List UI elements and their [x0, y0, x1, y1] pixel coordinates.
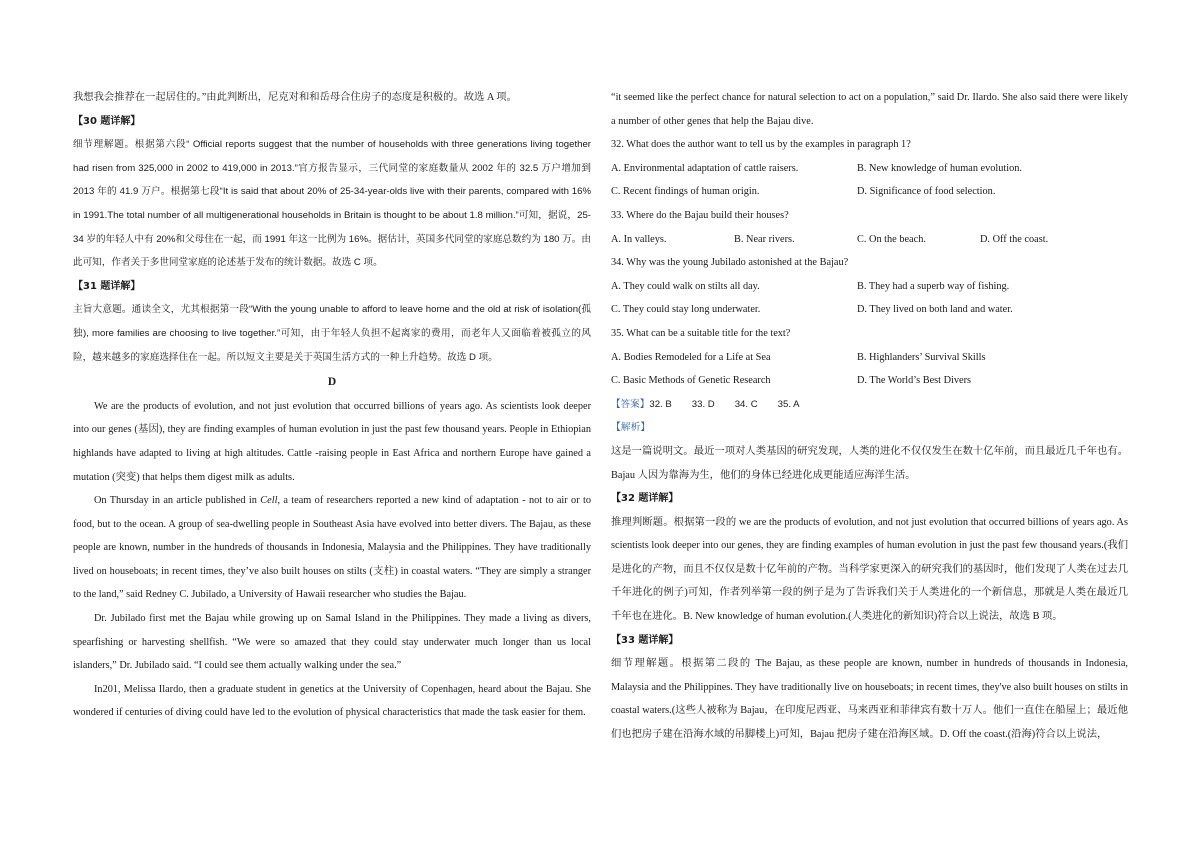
question-34-options	[611, 275, 1128, 299]
question-32-options	[611, 157, 1128, 181]
answer-label: 【答案】	[611, 398, 650, 410]
passage-paragraph-3: Dr. Jubilado first met the Bajau while growing up on Samal Island in the Philippines. They made a living as divers, spearfishing or harvesting shellfish. “We were so amazed that they could stay underwater much longer than us local islanders,” Dr. Jubilado said. “I could see them actually walking under the sea.”	[73, 613, 591, 672]
option: D. Off the coast.	[980, 233, 1049, 245]
question-32-options	[611, 180, 1128, 204]
question-34: 34. Why was the young Jubilado astonished at the Bajau?	[611, 257, 849, 269]
paragraph-q29-end: 我想我会推荐在一起居住的。”由此判断出，尼克对和和岳母合住房子的态度是积极的。故选 A 项。	[73, 92, 517, 103]
option: C. Recent findings of human origin.	[611, 186, 760, 198]
left-column	[73, 86, 591, 725]
paragraph-q32-explanation: 推理判断题。根据第一段的 we are the products of evolution, and not just evolution that occurred billions of years ago. As scientists look deeper into our genes, they are finding examples of human evolution in just the past few thousand years.(我们是进化的产物，而且不仅仅是数十亿年前的产物。当科学家更深入的研究我们的基因时，他们发现了人类在过去几千年进化的例子)可知，作者列举第一段的例子是为了告诉我们关于人类进化的一个新信息，那就是人类在最近几千年也在进化。B. New knowledge of human evolution.(人类进化的新知识)符合以上说法，故选 B 项。	[611, 516, 1128, 623]
option: B. Highlanders’ Survival Skills	[857, 351, 986, 363]
option: C. They could stay long underwater.	[611, 304, 761, 316]
question-33-options	[611, 228, 1128, 252]
option: A. In valleys.	[611, 233, 667, 245]
passage-text: , a team of researchers reported a new kind of adaptation - not to air or to food, but to the ocean. A group of sea-dwelling people in Southeast Asia have evolved into better divers. The Bajau, as these people are known, number in the hundreds of thousands in Indonesia, Malaysia and the Philippines. They have traditionally lived on houseboats; in recent times, they’ve also built houses on stilts (支柱) in coastal waters. “They are simply a stranger to the land,” said Redney C. Jubilado, a University of Hawaii researcher who studies the Bajau.	[73, 495, 591, 601]
question-34-options	[611, 298, 1128, 322]
answer: 34. C	[734, 398, 758, 410]
answer: 32. B	[649, 398, 672, 410]
passage-paragraph-1: We are the products of evolution, and not just evolution that occurred billions of years ago. As scientists look deeper into our genes (基因), they are finding examples of human evolution in just the past few thousand years. People in Ethiopian highlands have adapted to living at high altitudes. Cattle -raising people in East Africa and northern Europe have gained a mutation (突变) that helps them digest milk as adults.	[73, 400, 591, 483]
option: A. Bodies Remodeled for a Life at Sea	[611, 351, 771, 363]
question-35-options	[611, 346, 1128, 370]
paragraph-q30-explanation: 细节理解题。根据第六段“ Official reports suggest that the number of households with three generations living together had risen from 325,000 in 2002 to 419,000 in 2013.”官方报告显示，三代同堂的家庭数量从 2002 年的 32.5 万户增加到 2013 年的 41.9 万户。根据第七段“It is said that about 20% of 25-34-year-olds live with their parents, compared with 16% in 1991.The total number of all multigenerational households in Britain is thought to be about 1.8 million.”可知，据说，25-34 岁的年轻人中有 20%和父母住在一起，而 1991 年这一比例为 16%。据估计，英国多代同堂的家庭总数约为 180 万。由此可知，作者关于多世同堂家庭的论述基于发布的统计数据。故选 C 项。	[73, 139, 591, 269]
option: A. Environmental adaptation of cattle raisers.	[611, 162, 799, 174]
option: D. The World’s Best Divers	[857, 375, 972, 387]
passage-paragraph-2	[73, 489, 591, 607]
question-32: 32. What does the author want to tell us by the examples in paragraph 1?	[611, 139, 911, 151]
analysis-text: 这是一篇说明文。最近一项对人类基因的研究发现，人类的进化不仅仅发生在数十亿年前，而且最近几千年也有。Bajau 人因为靠海为生，他们的身体已经进化成更能适应海洋生活。	[611, 445, 1128, 481]
option: D. Significance of food selection.	[857, 186, 996, 198]
heading-q33: 【33 题详解】	[611, 634, 679, 646]
heading-q30: 【30 题详解】	[73, 115, 141, 127]
answer: 33. D	[691, 398, 715, 410]
heading-q32: 【32 题详解】	[611, 493, 679, 505]
option: B. New knowledge of human evolution.	[857, 162, 1023, 174]
right-column	[611, 86, 1128, 747]
paragraph-q33-explanation: 细节理解题。根据第二段的 The Bajau, as these people are known, number in hundreds of thousands in Indonesia, Malaysia and the Philippines. They have traditionally live on houseboats; in recent times, they've also built houses on stilts in coastal waters.(这些人被称为 Bajau，在印度尼西亚、马来西亚和菲律宾有数十万人。他们一直住在船屋上；最近他们也把房子建在沿海水域的吊脚楼上)可知，Bajau 把房子建在沿海区域。D. Off the coast.(沿海)符合以上说法，	[611, 658, 1128, 741]
heading-q31: 【31 题详解】	[73, 280, 141, 292]
passage-paragraph-4: In201, Melissa Ilardo, then a graduate student in genetics at the University of Copenhagen, heard about the Bajau. She wondered if centuries of diving could have led to the evolution of physical characteristics that made the task easier for them.	[73, 683, 591, 719]
question-33: 33. Where do the Bajau build their houses?	[611, 209, 789, 221]
option: D. They lived on both land and water.	[857, 304, 1013, 316]
paragraph-q31-explanation: 主旨大意题。通读全文，尤其根据第一段“With the young unable to afford to leave home and the old at risk of isolation(孤独), more families are choosing to live together.”可知，由于年轻人负担不起离家的费用，而老年人又面临着被孤立的风险，越来越多的家庭选择住在一起。所以短文主要是关于英国生活方式的一种上升趋势。故选 D 项。	[73, 304, 591, 363]
journal-name: Cell	[260, 495, 278, 507]
answer: 35. A	[777, 398, 800, 410]
analysis-label: 【解析】	[611, 422, 651, 434]
option: B. Near rivers.	[734, 233, 795, 245]
answer-line	[611, 393, 1128, 417]
option: C. On the beach.	[857, 233, 926, 245]
question-35-options	[611, 369, 1128, 393]
question-35: 35. What can be a suitable title for the text?	[611, 327, 791, 339]
option: C. Basic Methods of Genetic Research	[611, 375, 771, 387]
option: A. They could walk on stilts all day.	[611, 280, 760, 292]
section-title: D	[327, 376, 337, 389]
passage-continuation: “it seemed like the perfect chance for natural selection to act on a population,” said Dr. Ilardo. She also said there were likely a number of other genes that help the Bajau dive.	[611, 92, 1128, 127]
passage-text: On Thursday in an article published in	[94, 495, 261, 507]
option: B. They had a superb way of fishing.	[857, 280, 1010, 292]
